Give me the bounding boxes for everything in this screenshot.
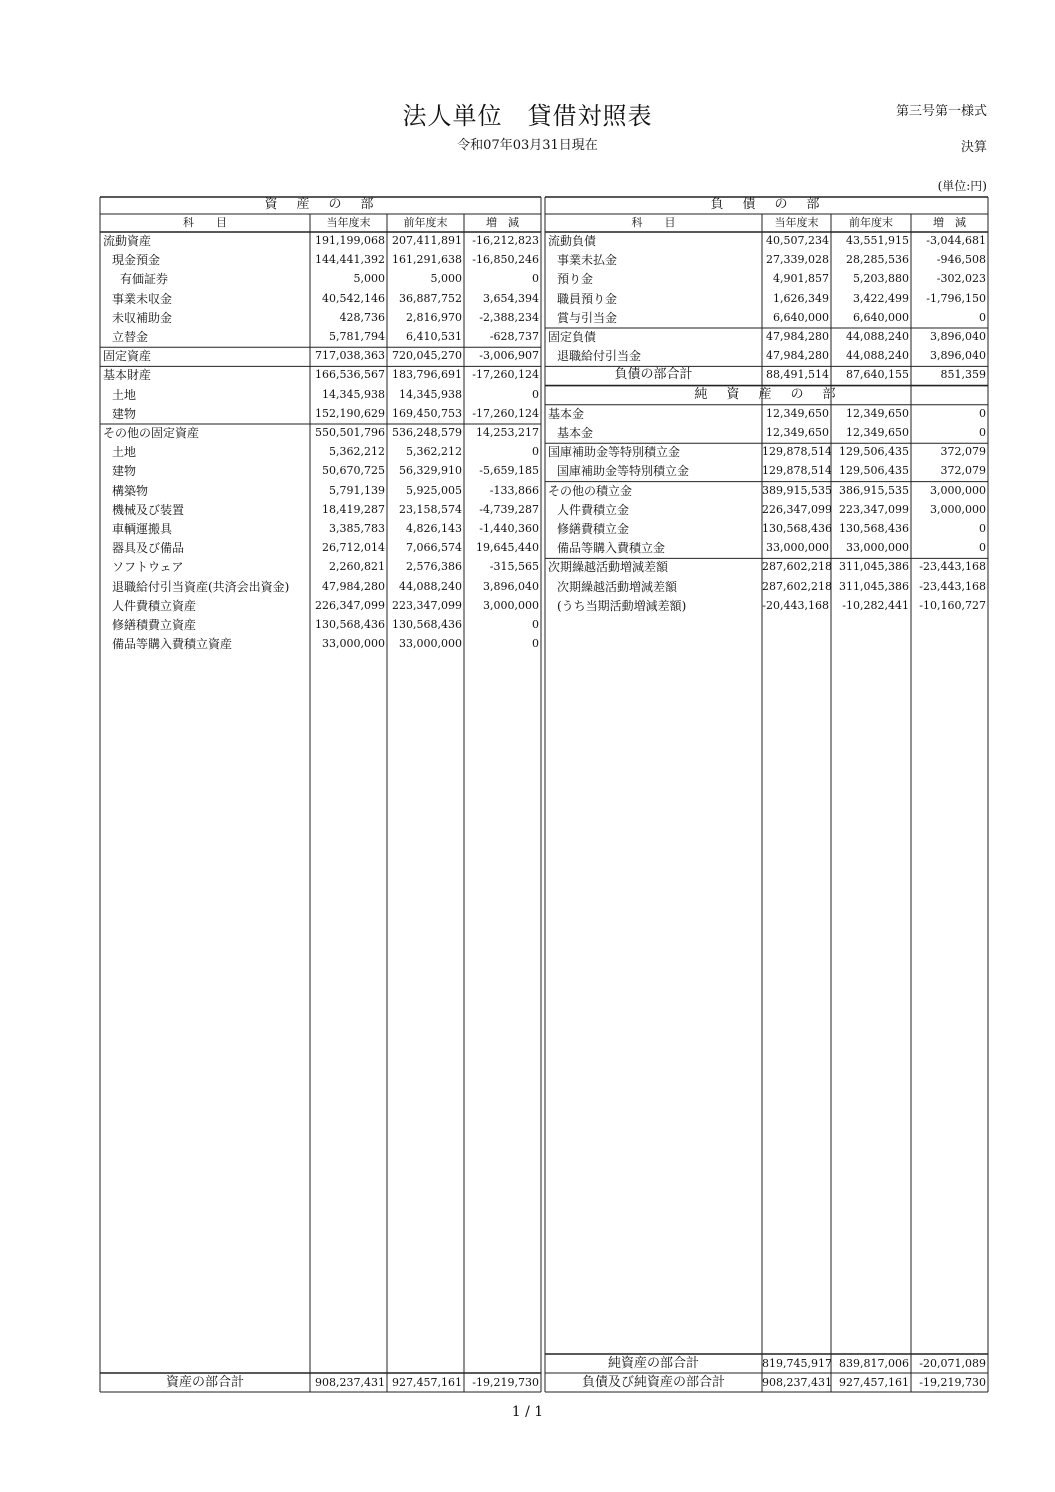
assets-current-value: 152,190,629: [315, 406, 385, 420]
assets-previous-value: 207,411,891: [392, 234, 462, 247]
liabilities-item-name: 事業未払金: [557, 253, 618, 268]
liabilities-col-header: 増 減: [933, 216, 966, 229]
assets-previous-value: 183,796,691: [392, 368, 462, 382]
assets-section-title: 資 産 の 部: [264, 197, 377, 212]
assets-item-name: 車輌運搬具: [112, 522, 173, 536]
assets-current-value: 226,347,099: [315, 598, 385, 612]
assets-previous-value: 5,362,212: [406, 445, 462, 459]
assets-item-name: 人件費積立資産: [112, 598, 197, 613]
net-assets-total-current: 819,745,917: [762, 1357, 832, 1370]
liabilities-current-value: 40,507,234: [766, 234, 829, 247]
assets-diff-value: 3,000,000: [483, 598, 539, 612]
liabilities-diff-value: 3,896,040: [930, 349, 986, 363]
assets-previous-value: 5,925,005: [406, 483, 462, 497]
page-number: 1 / 1: [511, 1404, 544, 1420]
liabilities-diff-value: -1,796,150: [926, 291, 986, 305]
assets-diff-value: -17,260,124: [472, 406, 539, 420]
assets-current-value: 191,199,068: [315, 234, 385, 247]
assets-current-value: 40,542,146: [322, 291, 385, 305]
assets-item-name: 土地: [112, 387, 137, 402]
assets-col-header: 科 目: [183, 216, 227, 229]
net-assets-previous-value: 12,349,650: [846, 406, 909, 420]
liabilities-current-value: 47,984,280: [766, 349, 829, 363]
assets-diff-value: 0: [532, 618, 539, 631]
liabilities-current-value: 47,984,280: [766, 330, 829, 343]
net-assets-item-name: 国庫補助金等特別積立金: [548, 445, 681, 460]
net-assets-diff-value: -23,443,168: [919, 560, 986, 574]
liabilities-current-value: 6,640,000: [773, 310, 829, 324]
assets-diff-value: 0: [532, 272, 539, 286]
assets-item-name: 器具及び備品: [112, 541, 185, 556]
liabilities-diff-value: -946,508: [936, 253, 986, 267]
net-assets-item-name: (うち当期活動増減差額): [557, 598, 687, 613]
assets-item-name: 立替金: [112, 330, 149, 344]
assets-diff-value: -16,212,823: [472, 234, 539, 247]
assets-diff-value: 0: [532, 387, 539, 401]
net-assets-total-label: 純資産の部合計: [607, 1356, 699, 1371]
liabilities-previous-value: 6,640,000: [853, 310, 909, 324]
assets-current-value: 144,441,392: [315, 253, 385, 267]
assets-previous-value: 7,066,574: [406, 541, 462, 555]
assets-item-name: 基本財産: [103, 368, 152, 383]
liabilities-diff-value: -3,044,681: [926, 234, 986, 247]
net-assets-previous-value: 223,347,099: [839, 502, 909, 516]
liabilities-item-name: 流動負債: [548, 234, 597, 248]
assets-previous-value: 6,410,531: [406, 330, 462, 343]
net-assets-total-diff: -20,071,089: [919, 1357, 986, 1370]
assets-diff-value: -16,850,246: [472, 253, 539, 267]
assets-current-value: 33,000,000: [322, 637, 385, 651]
assets-previous-value: 223,347,099: [392, 598, 462, 612]
net-assets-previous-value: 129,506,435: [839, 445, 909, 459]
net-assets-previous-value: 311,045,386: [839, 560, 909, 574]
net-assets-previous-value: 12,349,650: [846, 426, 909, 439]
net-assets-diff-value: 3,000,000: [930, 483, 986, 497]
assets-total-diff: -19,219,730: [472, 1376, 539, 1389]
assets-current-value: 5,362,212: [329, 445, 385, 459]
liabilities-col-header: 前年度末: [849, 216, 893, 229]
net-assets-current-value: 389,915,535: [762, 483, 832, 497]
net-assets-previous-value: 311,045,386: [839, 579, 909, 593]
net-assets-diff-value: 0: [979, 406, 986, 420]
assets-item-name: 流動資産: [103, 234, 152, 248]
assets-previous-value: 2,576,386: [406, 560, 462, 574]
assets-diff-value: -4,739,287: [479, 502, 539, 516]
net-assets-item-name: 国庫補助金等特別積立金: [557, 464, 690, 479]
assets-previous-value: 23,158,574: [399, 502, 462, 516]
liabilities-item-name: 職員預り金: [557, 291, 618, 306]
page-title: 法人単位 貸借対照表: [402, 102, 653, 130]
assets-current-value: 428,736: [339, 310, 385, 324]
assets-previous-value: 44,088,240: [399, 579, 462, 593]
liabilities-diff-value: 3,896,040: [930, 330, 986, 343]
liabilities-previous-value: 44,088,240: [846, 349, 909, 363]
liabilities-total-label: 負債の部合計: [614, 367, 693, 383]
liabilities-col-header: 当年度末: [774, 216, 819, 229]
liabilities-previous-value: 5,203,880: [853, 272, 909, 286]
assets-item-name: ソフトウェア: [112, 560, 184, 575]
liabilities-current-value: 1,626,349: [773, 291, 829, 305]
assets-item-name: 機械及び装置: [112, 502, 185, 517]
assets-previous-value: 2,816,970: [406, 310, 462, 324]
liabilities-total-diff: 851,359: [940, 368, 986, 382]
assets-diff-value: 3,654,394: [483, 291, 539, 305]
assets-diff-value: -1,440,360: [479, 522, 539, 535]
assets-item-name: 事業未収金: [112, 291, 173, 306]
net-assets-current-value: -20,443,168: [762, 598, 829, 612]
assets-current-value: 26,712,014: [322, 541, 385, 555]
liabilities-section-title: 負 債 の 部: [710, 197, 823, 212]
assets-previous-value: 169,450,753: [392, 406, 462, 420]
net-assets-previous-value: 386,915,535: [839, 483, 909, 497]
assets-previous-value: 5,000: [430, 272, 462, 286]
assets-item-name: 修繕積費立資産: [112, 618, 197, 632]
liabilities-item-name: 退職給付引当金: [557, 349, 642, 364]
net-assets-diff-value: 0: [979, 522, 986, 535]
form-number: 第三号第一様式: [895, 104, 987, 119]
liabilities-item-name: 固定負債: [548, 330, 597, 344]
assets-previous-value: 36,887,752: [399, 291, 462, 305]
assets-item-name: 有価証券: [120, 272, 169, 287]
liabilities-diff-value: 0: [979, 310, 986, 324]
assets-current-value: 5,791,139: [329, 483, 385, 497]
net-assets-section-title: 純 資 産 の 部: [694, 386, 839, 402]
assets-current-value: 166,536,567: [315, 368, 385, 382]
liabilities-item-name: 賞与引当金: [557, 310, 618, 325]
assets-current-value: 47,984,280: [322, 579, 385, 593]
assets-col-header: 当年度末: [326, 216, 371, 229]
net-assets-current-value: 12,349,650: [766, 406, 829, 420]
assets-diff-value: -628,737: [489, 330, 539, 343]
grand-total-diff: -19,219,730: [919, 1376, 986, 1389]
settlement-label: 決算: [960, 140, 987, 155]
assets-current-value: 2,260,821: [329, 560, 385, 574]
liabilities-col-header: 科 目: [631, 216, 676, 229]
liabilities-total-current: 88,491,514: [766, 368, 829, 382]
liabilities-current-value: 27,339,028: [766, 253, 829, 267]
assets-diff-value: 14,253,217: [476, 426, 539, 439]
assets-item-name: 現金預金: [112, 253, 161, 268]
assets-current-value: 50,670,725: [322, 464, 385, 478]
assets-diff-value: 0: [532, 445, 539, 459]
assets-current-value: 717,038,363: [315, 349, 385, 363]
assets-previous-value: 14,345,938: [399, 387, 462, 401]
net-assets-previous-value: 129,506,435: [839, 464, 909, 478]
assets-current-value: 130,568,436: [315, 618, 385, 631]
net-assets-current-value: 130,568,436: [762, 522, 832, 535]
assets-col-header: 増 減: [486, 216, 519, 229]
net-assets-item-name: 修繕費積立金: [557, 522, 630, 536]
net-assets-item-name: 次期繰越活動増減差額: [548, 560, 669, 575]
assets-diff-value: -315,565: [489, 560, 539, 574]
net-assets-current-value: 129,878,514: [762, 464, 832, 478]
assets-total-label: 資産の部合計: [165, 1375, 244, 1390]
net-assets-current-value: 287,602,218: [762, 560, 832, 574]
assets-current-value: 550,501,796: [315, 426, 385, 439]
net-assets-item-name: 基本金: [548, 406, 585, 421]
grand-total-current: 908,237,431: [762, 1376, 832, 1389]
assets-previous-value: 56,329,910: [399, 464, 462, 478]
liabilities-item-name: 預り金: [557, 272, 594, 287]
net-assets-previous-value: -10,282,441: [842, 598, 909, 612]
assets-col-header: 前年度末: [403, 216, 448, 229]
assets-diff-value: 19,645,440: [476, 541, 539, 555]
net-assets-previous-value: 130,568,436: [839, 522, 909, 535]
assets-diff-value: 3,896,040: [483, 579, 539, 593]
net-assets-item-name: その他の積立金: [548, 483, 633, 498]
net-assets-item-name: 基本金: [557, 426, 594, 440]
assets-diff-value: -133,866: [489, 483, 539, 497]
net-assets-item-name: 備品等購入費積立金: [557, 541, 666, 556]
net-assets-current-value: 12,349,650: [766, 426, 829, 439]
assets-current-value: 3,385,783: [329, 522, 385, 535]
net-assets-diff-value: 0: [979, 541, 986, 555]
assets-previous-value: 4,826,143: [406, 522, 462, 535]
assets-diff-value: -2,388,234: [479, 310, 539, 324]
assets-item-name: 固定資産: [103, 349, 152, 364]
assets-previous-value: 130,568,436: [392, 618, 462, 631]
liabilities-current-value: 4,901,857: [773, 272, 829, 286]
net-assets-item-name: 人件費積立金: [557, 502, 630, 517]
net-assets-item-name: 次期繰越活動増減差額: [557, 579, 678, 594]
assets-item-name: 建物: [112, 406, 137, 421]
report-date: 令和07年03月31日現在: [457, 138, 598, 153]
assets-item-name: 構築物: [112, 483, 149, 498]
assets-diff-value: -5,659,185: [479, 464, 539, 478]
assets-previous-value: 536,248,579: [392, 426, 462, 439]
net-assets-total-previous: 839,817,006: [839, 1357, 909, 1370]
liabilities-previous-value: 28,285,536: [846, 253, 909, 267]
grand-total-label: 負債及び純資産の部合計: [581, 1375, 725, 1390]
assets-current-value: 18,419,287: [322, 502, 385, 516]
assets-item-name: 土地: [112, 445, 137, 460]
assets-total-current: 908,237,431: [315, 1376, 385, 1389]
assets-current-value: 5,781,794: [329, 330, 385, 343]
assets-previous-value: 720,045,270: [392, 349, 462, 363]
assets-previous-value: 161,291,638: [392, 253, 462, 267]
net-assets-diff-value: 0: [979, 426, 986, 439]
net-assets-diff-value: 372,079: [940, 445, 986, 459]
assets-item-name: 未収補助金: [112, 310, 173, 325]
net-assets-current-value: 287,602,218: [762, 579, 832, 593]
assets-total-previous: 927,457,161: [392, 1376, 462, 1389]
net-assets-current-value: 226,347,099: [762, 502, 832, 516]
liabilities-previous-value: 43,551,915: [846, 234, 909, 247]
assets-item-name: 建物: [112, 464, 137, 479]
assets-diff-value: -17,260,124: [472, 368, 539, 382]
assets-current-value: 14,345,938: [322, 387, 385, 401]
assets-diff-value: -3,006,907: [479, 349, 539, 363]
liabilities-total-previous: 87,640,155: [846, 368, 909, 382]
net-assets-diff-value: -23,443,168: [919, 579, 986, 593]
liabilities-previous-value: 3,422,499: [853, 291, 909, 305]
net-assets-diff-value: 372,079: [940, 464, 986, 478]
net-assets-current-value: 33,000,000: [766, 541, 829, 555]
liabilities-diff-value: -302,023: [936, 272, 986, 286]
assets-item-name: その他の固定資産: [103, 426, 200, 440]
net-assets-diff-value: -10,160,727: [919, 598, 986, 612]
net-assets-current-value: 129,878,514: [762, 445, 832, 459]
grand-total-previous: 927,457,161: [839, 1376, 909, 1389]
unit-label: (単位:円): [937, 179, 987, 193]
assets-current-value: 5,000: [353, 272, 385, 286]
assets-diff-value: 0: [532, 637, 539, 651]
assets-item-name: 退職給付引当資産(共済会出資金): [112, 579, 290, 594]
net-assets-previous-value: 33,000,000: [846, 541, 909, 555]
net-assets-diff-value: 3,000,000: [930, 502, 986, 516]
assets-item-name: 備品等購入費積立資産: [112, 637, 233, 652]
assets-previous-value: 33,000,000: [399, 637, 462, 651]
liabilities-previous-value: 44,088,240: [846, 330, 909, 343]
